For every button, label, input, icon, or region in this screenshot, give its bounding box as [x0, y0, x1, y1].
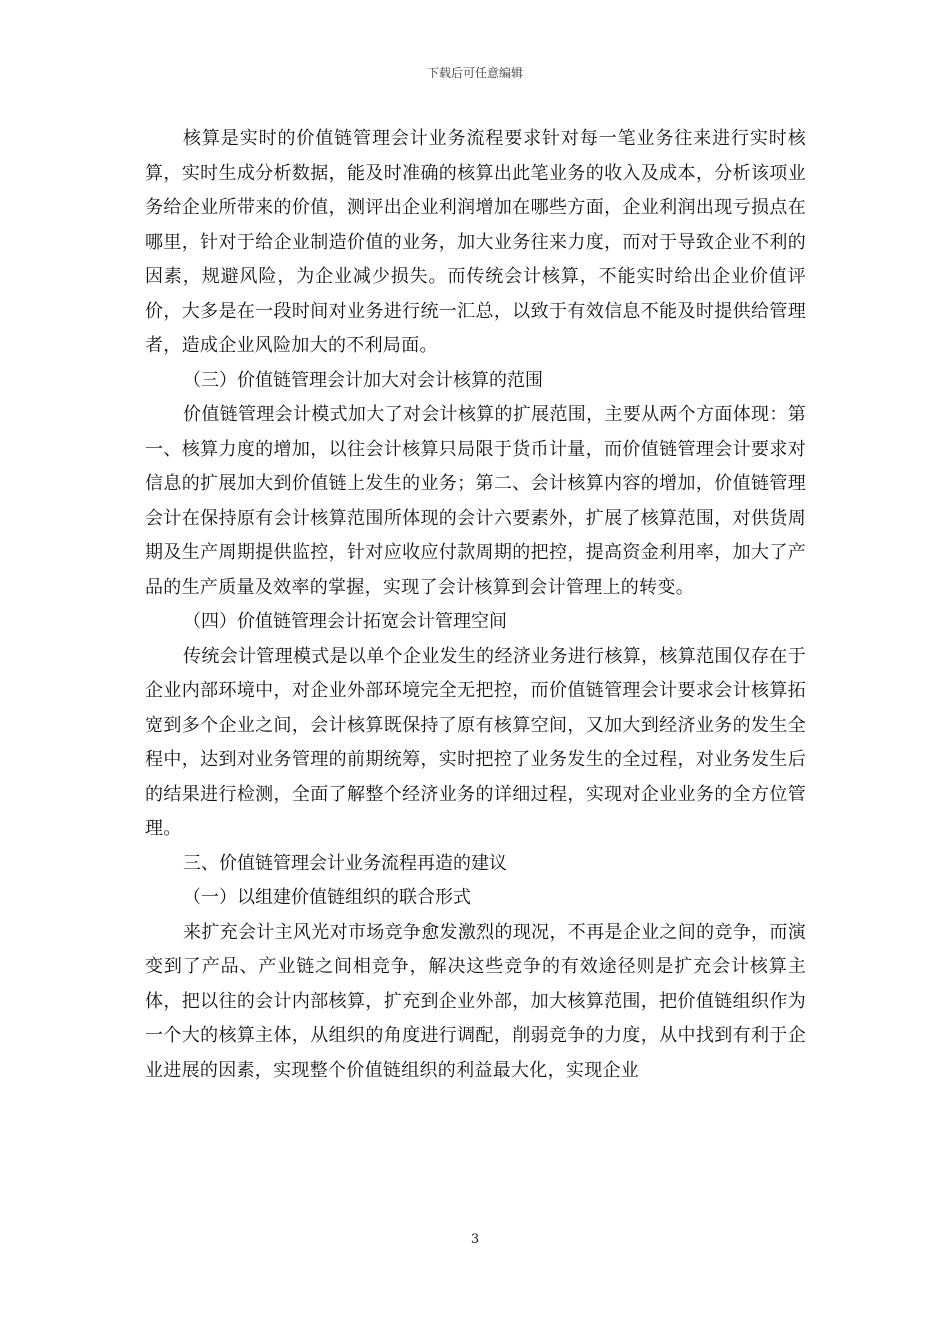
subheading-1: （一）以组建价值链组织的联合形式 [183, 887, 471, 908]
paragraph-realtime-accounting: 核算是实时的价值链管理会计业务流程要求针对每一笔业务往来进行实时核算，实时生成分析数据，能及时准确的核算出此笔业务的收入及成本，分析该项业务给企业所带来的价值，测评出企业利润增加在哪些方面，企业利润出现亏损点在哪里，针对于给企业制造价值的业务，加大业务往来力度，而对于导致企业不利的因素，规避风险，为企业减少损失。而传统会计核算，不能实时给出企业价值评价，大多是在一段时间对业务进行统一汇总，以致于有效信息不能及时提供给管理者，造成企业风险加大的不利局面。 [145, 128, 806, 356]
subheading-3: （三）价值链管理会计加大对会计核算的范围 [183, 369, 543, 391]
page-number: 3 [470, 1232, 480, 1247]
paragraph-value-chain-organization: 来扩充会计主风光对市场竞争愈发激烈的现况，不再是企业之间的竞争，而演变到了产品、产业链之间相竞争，解决这些竞争的有效途径则是扩充会计核算主体，把以往的会计内部核算，扩充到企业外部，加大核算范围，把价值链组织作为一个大的核算主体，从组织的角度进行调配，削弱竞争的力度，从中找到有利于企业进展的因素，实现整个价值链组织的利益最大化，实现企业 [145, 921, 806, 1081]
paragraph-management-space: 传统会计管理模式是以单个企业发生的经济业务进行核算，核算范围仅存在于企业内部环境中，对企业外部环境完全无把控，而价值链管理会计要求会计核算拓宽到多个企业之间，会计核算既保持了原有核算空间，又加大到经济业务的发生全程中，达到对业务管理的前期统筹，实时把控了业务发生的全过程，对业务发生后的结果进行检测，全面了解整个经济业务的详细过程，实现对企业业务的全方位管理。 [145, 645, 806, 839]
document-body [145, 122, 806, 1088]
section-heading-3: 三、价值链管理会计业务流程再造的建议 [183, 852, 507, 874]
page-header: 下载后可任意编辑 [426, 66, 523, 80]
paragraph-expanded-scope: 价值链管理会计模式加大了对会计核算的扩展范围，主要从两个方面体现：第一、核算力度的增加，以往会计核算只局限于货币计量，而价值链管理会计要求对信息的扩展加大到价值链上发生的业务；第二、会计核算内容的增加，价值链管理会计在保持原有会计核算范围所体现的会计六要素外，扩展了核算范围，对供货周期及生产周期提供监控，针对应收应付款周期的把控，提高资金利用率，加大了产品的生产质量及效率的掌握，实现了会计核算到会计管理上的转变。 [145, 404, 806, 598]
subheading-4: （四）价值链管理会计拓宽会计管理空间 [183, 611, 507, 632]
